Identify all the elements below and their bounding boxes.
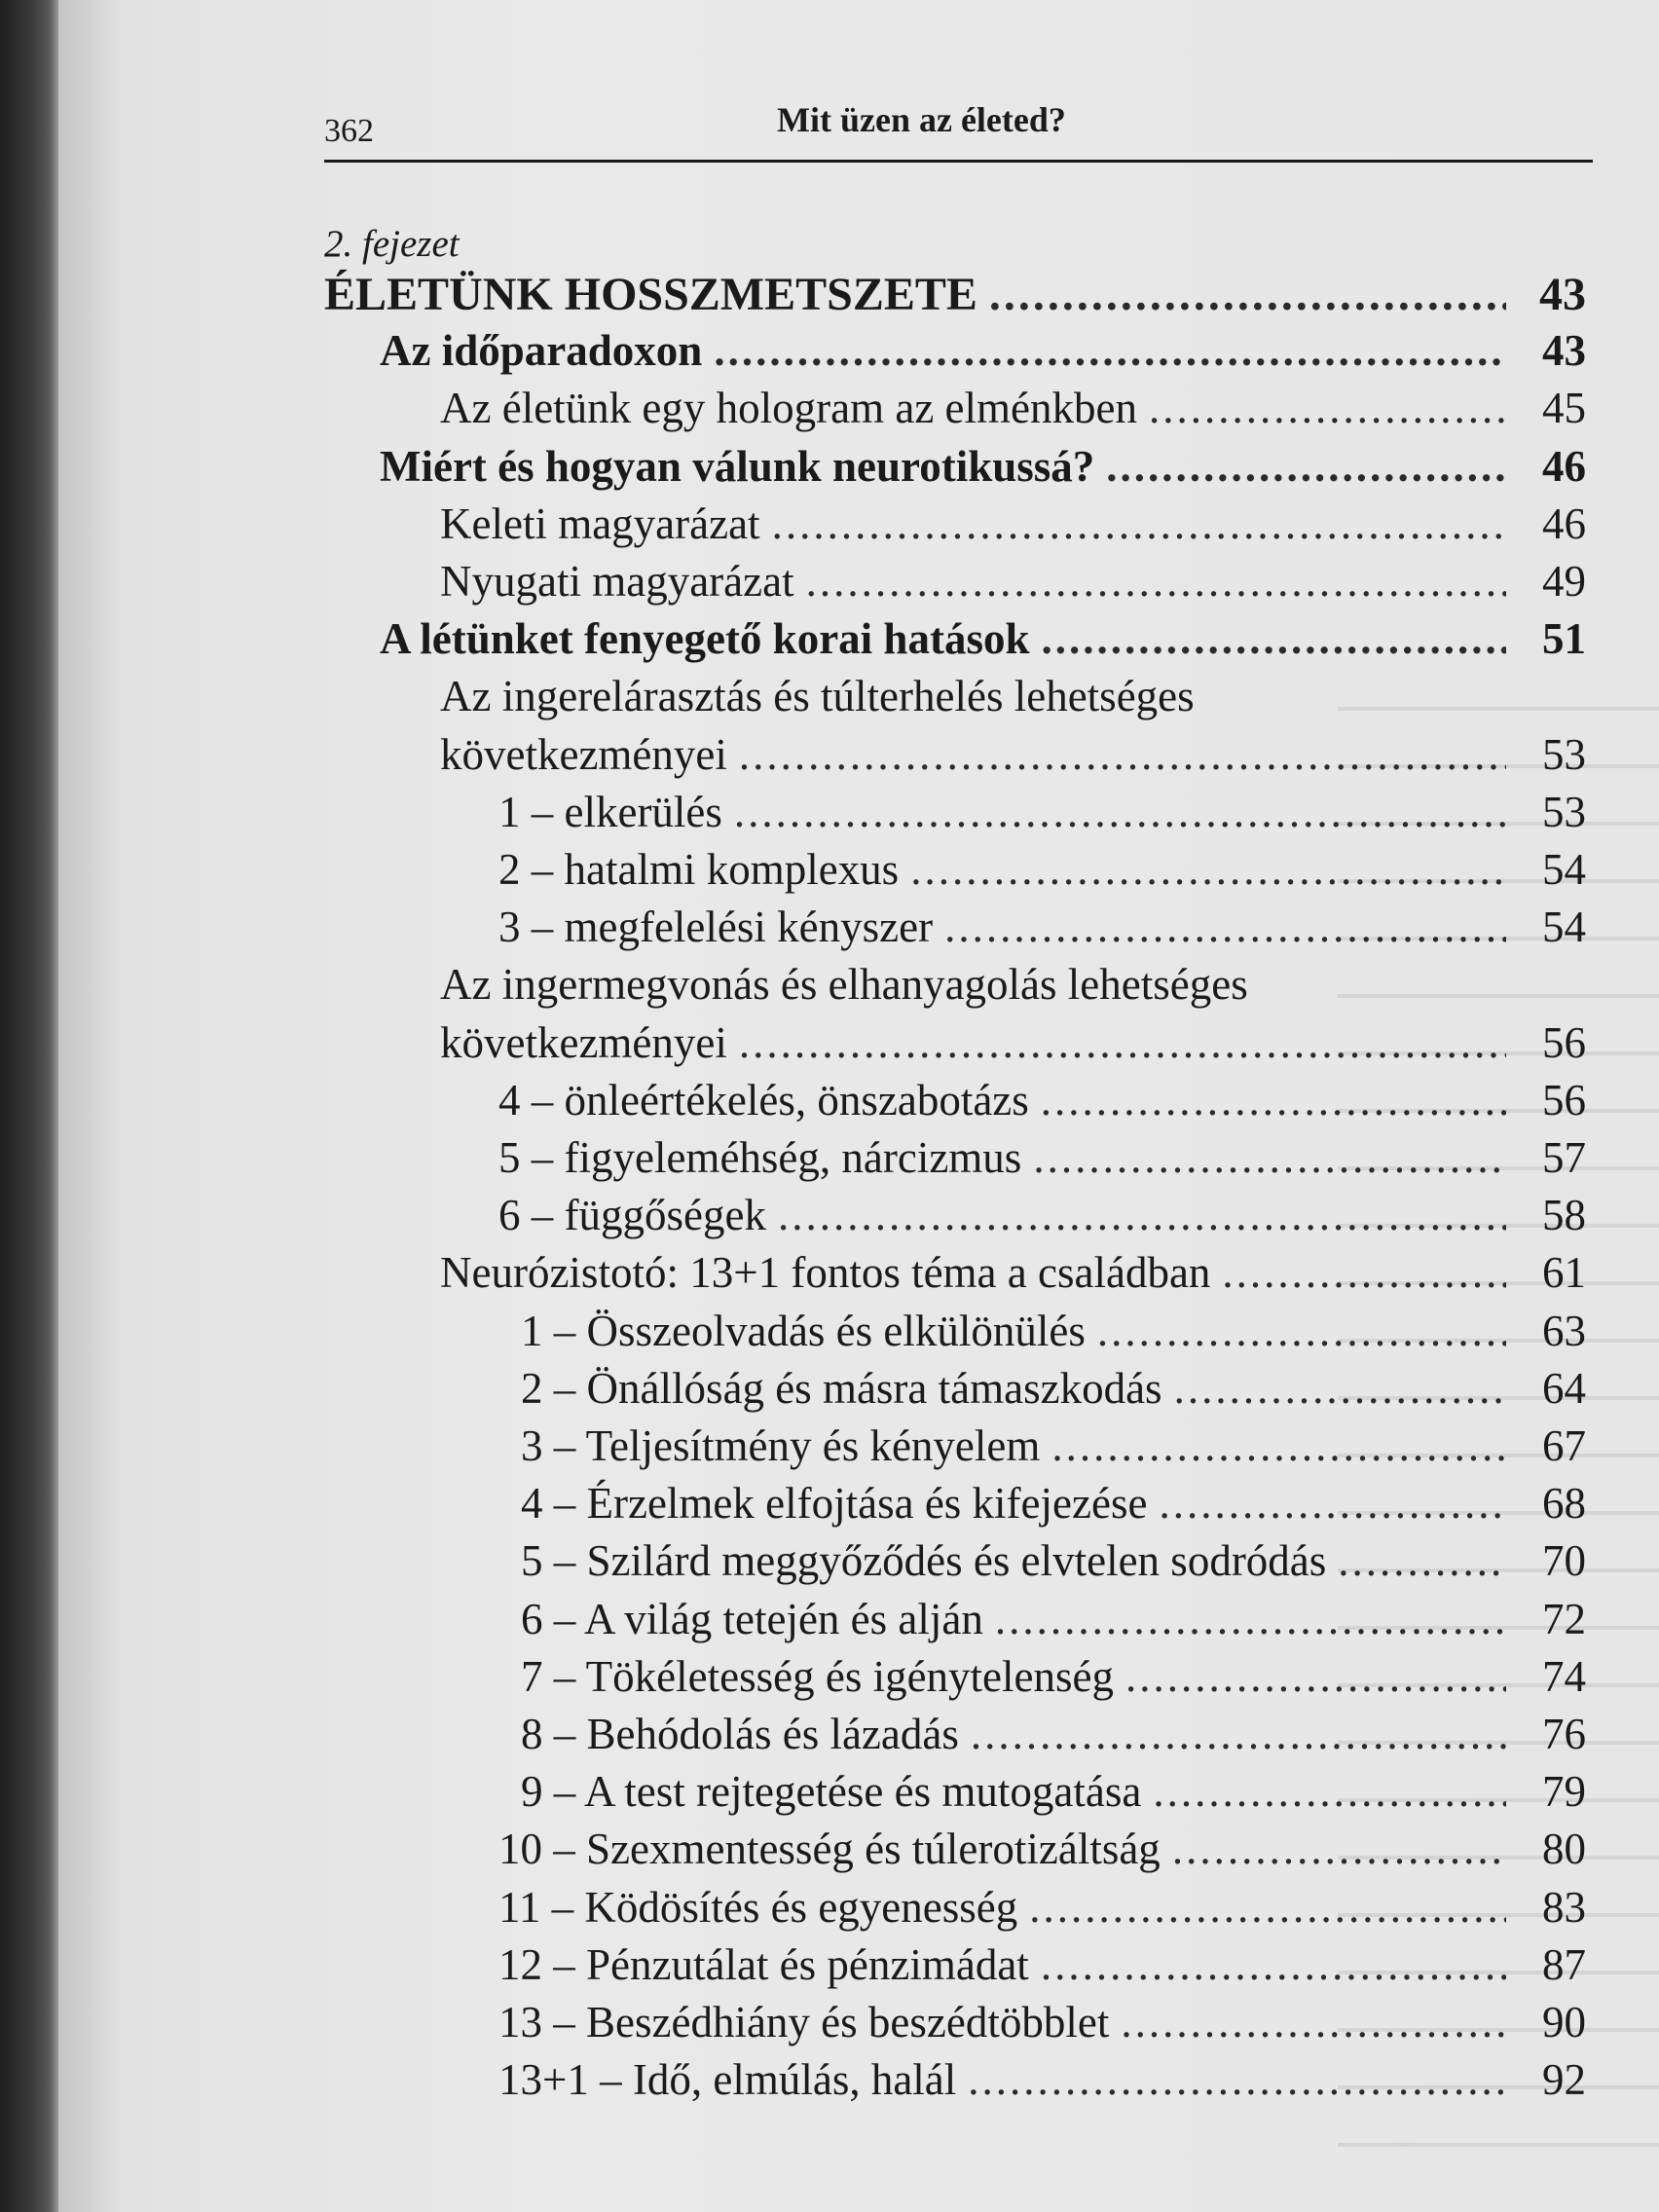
toc-entry-title: következményei [440, 1018, 727, 1067]
toc-entry-title: Neurózistotó: 13+1 fontos téma a családban [440, 1248, 1211, 1297]
toc-entry [498, 787, 1586, 844]
toc-entry [498, 1190, 1586, 1247]
toc-entry [440, 1247, 1586, 1305]
toc-entry-page: 72 [1542, 1595, 1586, 1643]
dot-leader [806, 556, 1506, 607]
toc-entry-title: 13+1 – Idő, elmúlás, halál [498, 2055, 957, 2104]
toc-entry-page: 51 [1542, 614, 1586, 663]
toc-entry-title: 4 – Érzelmek elfojtása és kifejezése [521, 1479, 1148, 1528]
dot-leader [1149, 383, 1506, 433]
toc-entry [498, 1997, 1586, 2054]
dot-leader [1174, 1363, 1506, 1414]
dot-leader [1029, 1882, 1506, 1933]
toc-entry [440, 959, 1586, 1016]
dot-leader [1097, 1306, 1506, 1356]
dot-leader [778, 1190, 1506, 1240]
toc-entry-title: Az ingermegvonás és elhanyagolás lehetséges [440, 960, 1248, 1009]
toc-entry [324, 268, 1586, 325]
toc-entry-title: 12 – Pénzutálat és pénzimádat [498, 1940, 1029, 1989]
toc-entry [521, 1420, 1586, 1478]
dot-leader [1106, 441, 1506, 492]
toc-entry-title: 1 – Összeolvadás és elkülönülés [521, 1307, 1086, 1355]
toc-entry [440, 671, 1586, 728]
toc-entry [521, 1594, 1586, 1651]
chapter-label: 2. fejezet [324, 223, 460, 265]
toc-entry-page: 43 [1542, 326, 1586, 375]
dot-leader [739, 729, 1506, 780]
toc-entry-page: 54 [1542, 845, 1586, 894]
toc-entry-title: 3 – megfelelési kényszer [498, 903, 934, 951]
toc-entry [440, 1017, 1586, 1075]
toc-entry-title: 4 – önleértékelés, önszabotázs [498, 1076, 1029, 1124]
toc-entry-title: 5 – Szilárd meggyőződés és elvtelen sodródás [521, 1536, 1327, 1585]
toc-entry-page: 53 [1542, 730, 1586, 779]
toc-entry-page: 49 [1542, 557, 1586, 606]
toc-entry-title: 8 – Behódolás és lázadás [521, 1710, 959, 1758]
toc-entry-page: 79 [1542, 1767, 1586, 1816]
toc-entry [440, 729, 1586, 787]
dot-leader [1051, 1420, 1506, 1471]
dot-leader [971, 1709, 1506, 1759]
book-title: Mit üzen az életed? [777, 100, 1066, 139]
toc-entry-page: 57 [1542, 1133, 1586, 1182]
page-number: 362 [324, 113, 374, 149]
dot-leader [1172, 1824, 1506, 1874]
toc-entry-title: Keleti magyarázat [440, 499, 760, 548]
toc-entry-page: 56 [1542, 1076, 1586, 1124]
dot-leader [734, 787, 1506, 837]
dot-leader [1338, 1535, 1506, 1586]
toc-entry [498, 1132, 1586, 1190]
toc-entry-title: Az ingerelárasztás és túlterhelés lehetséges [440, 672, 1195, 720]
toc-entry-title: 5 – figyeleméhség, nárcizmus [498, 1133, 1022, 1182]
toc-entry [498, 1075, 1586, 1132]
dot-leader [1222, 1247, 1506, 1298]
toc-entry-page: 67 [1542, 1421, 1586, 1470]
dot-leader [739, 1017, 1506, 1068]
toc-entry-title: A létünket fenyegető korai hatások [380, 614, 1030, 663]
toc-entry [521, 1766, 1586, 1824]
toc-entry-page: 56 [1542, 1018, 1586, 1067]
dot-leader [1159, 1478, 1506, 1529]
toc-entry-title: Nyugati magyarázat [440, 557, 794, 606]
dot-leader [910, 844, 1506, 895]
toc-entry-page: 76 [1542, 1710, 1586, 1758]
toc-entry-page: 54 [1542, 903, 1586, 951]
dot-leader [1042, 613, 1507, 664]
toc-entry-page: 53 [1542, 788, 1586, 836]
dot-leader [1041, 1075, 1506, 1125]
toc-entry-page: 46 [1542, 499, 1586, 548]
toc-entry-page: 92 [1542, 2055, 1586, 2104]
toc-entry [440, 556, 1586, 613]
toc-entry-title: 2 – Önállóság és másra támaszkodás [521, 1364, 1162, 1413]
dot-leader [1153, 1766, 1506, 1817]
toc-entry-page: 87 [1542, 1940, 1586, 1989]
toc-entry-page: 90 [1542, 1998, 1586, 2046]
toc-entry-title: 13 – Beszédhiány és beszédtöbblet [498, 1998, 1110, 2046]
toc-entry-page: 43 [1539, 269, 1586, 320]
toc-entry [498, 2054, 1586, 2112]
toc-entry-page: 63 [1542, 1307, 1586, 1355]
toc-entry [498, 902, 1586, 959]
dot-leader [1121, 1997, 1506, 2047]
dot-leader [772, 498, 1506, 549]
dot-leader [944, 902, 1506, 952]
toc-entry [498, 1824, 1586, 1881]
toc-entry [521, 1651, 1586, 1709]
dot-leader [968, 2054, 1506, 2105]
dot-leader [714, 325, 1506, 376]
dot-leader [995, 1594, 1506, 1644]
toc-entry-title: 2 – hatalmi komplexus [498, 845, 900, 894]
toc-entry-page: 58 [1542, 1191, 1586, 1239]
toc-entry [498, 1939, 1586, 1997]
toc-entry-title: 10 – Szexmentesség és túlerotizáltság [498, 1825, 1161, 1873]
toc-entry [521, 1478, 1586, 1535]
dot-leader [1041, 1939, 1506, 1990]
toc-entry [440, 383, 1586, 440]
toc-entry-title: 3 – Teljesítmény és kényelem [521, 1421, 1041, 1470]
toc-entry-page: 45 [1542, 384, 1586, 432]
toc-entry-title: ÉLETÜNK HOSSZMETSZETE [324, 269, 977, 320]
toc-entry-page: 80 [1542, 1825, 1586, 1873]
running-head [324, 100, 1593, 163]
toc-entry-title: Az életünk egy hologram az elménkben [440, 384, 1137, 432]
toc-entry-page: 64 [1542, 1364, 1586, 1413]
toc-entry [380, 325, 1586, 383]
toc-entry-title: Az időparadoxon [380, 326, 703, 375]
toc-entry-page: 46 [1542, 442, 1586, 491]
toc-entry-page: 70 [1542, 1536, 1586, 1585]
toc-entry-title: 9 – A test rejtegetése és mutogatása [521, 1767, 1142, 1816]
dot-leader [989, 268, 1506, 321]
toc-entry [521, 1363, 1586, 1420]
toc-entry-page: 74 [1542, 1652, 1586, 1701]
dot-leader [1033, 1132, 1506, 1183]
toc-entry-page: 83 [1542, 1883, 1586, 1932]
toc-entry-page: 61 [1542, 1248, 1586, 1297]
toc-entry-title: 6 – A világ tetején és alján [521, 1595, 983, 1643]
toc-entry [498, 844, 1586, 902]
toc-entry-title: 1 – elkerülés [498, 788, 722, 836]
toc-entry-page: 68 [1542, 1479, 1586, 1528]
dot-leader [1125, 1651, 1506, 1702]
toc-entry-title: következményei [440, 730, 727, 779]
toc-entry [521, 1709, 1586, 1766]
toc-entry [440, 498, 1586, 556]
book-spine-shadow [0, 0, 58, 2212]
toc-entry [498, 1882, 1586, 1939]
toc-entry-title: 7 – Tökéletesség és igénytelenség [521, 1652, 1114, 1701]
toc-entry-title: 6 – függőségek [498, 1191, 766, 1239]
toc-entry [521, 1535, 1586, 1593]
toc-entry-title: 11 – Ködösítés és egyenesség [498, 1883, 1018, 1932]
toc-entry [380, 613, 1586, 671]
toc-entry-title: Miért és hogyan válunk neurotikussá? [380, 442, 1095, 491]
toc-entry [380, 441, 1586, 498]
toc-entry [521, 1306, 1586, 1363]
